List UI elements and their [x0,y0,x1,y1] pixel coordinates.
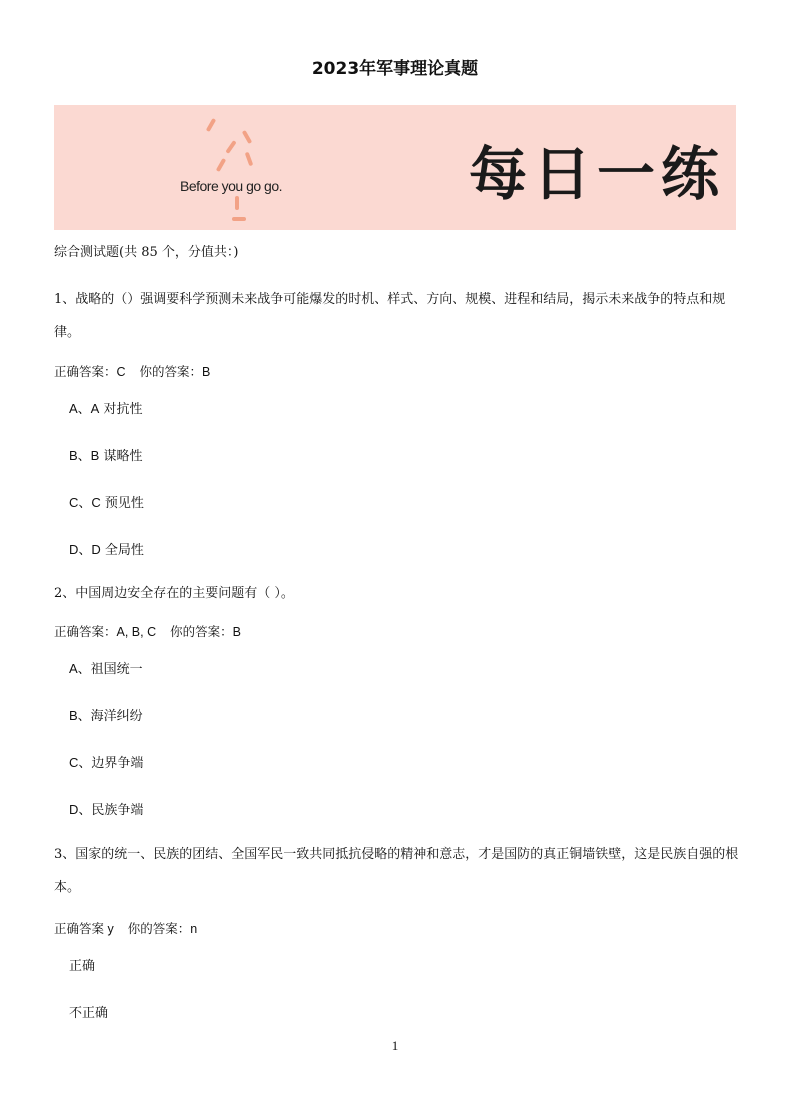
question-text: 1、战略的（）强调要科学预测未来战争可能爆发的时机、样式、方向、规模、进程和结局，揭示未来战争的特点和规律。 [54,292,726,340]
option-key: B、B [69,448,100,463]
option [69,398,143,417]
option-key: A、A [69,401,100,416]
your-answer: 你的答案：n [127,922,198,936]
option-text: 全局性 [104,543,144,558]
banner-dash [245,152,254,167]
banner-dash [235,196,239,210]
option-text: 边界争端 [91,756,144,771]
answer-line [54,622,241,640]
banner-dash [225,140,236,154]
correct-answer: 正确答案：A, B, C [54,625,157,639]
question-text: 2、中国周边安全存在的主要问题有（ ）。 [54,586,294,601]
option [69,799,143,818]
page-number: 1 [391,1038,399,1053]
option-key: D、 [69,802,92,817]
option-text: 正确 [69,959,96,974]
correct-answer: 正确答案 y [54,922,114,936]
option-key: B、 [69,708,91,723]
option [69,955,95,974]
banner-dash [216,158,226,172]
option [69,492,144,511]
option-text: 海洋纠纷 [90,709,143,724]
option-text: 谋略性 [103,449,143,464]
correct-answer: 正确答案：C [54,365,126,379]
option-text: 不正确 [69,1006,109,1021]
question-text: 3、国家的统一、民族的团结、全国军民一致共同抵抗侵略的精神和意志，才是国防的真正铜墙铁壁，这是民族自强的根本。 [54,847,739,895]
option-key: A、 [69,661,91,676]
banner-dash [242,130,252,144]
banner-dash [206,118,216,132]
option [69,658,143,677]
option-key: D、D [69,542,101,557]
banner-image [54,105,736,230]
your-answer: 你的答案：B [139,365,211,379]
option [69,445,143,464]
option [69,539,144,558]
option-text: 祖国统一 [90,662,143,677]
option [69,1002,108,1021]
option-key: C、 [69,755,92,770]
banner-dash [232,217,246,221]
option-text: 民族争端 [91,803,144,818]
option-text: 预见性 [104,496,144,511]
page-title: 2023年军事理论真题 [311,59,479,79]
banner-tagline: Before you go go. [180,178,283,194]
your-answer: 你的答案：B [170,625,241,639]
option-text: 对抗性 [103,402,143,417]
test-intro: 综合测试题(共 85 个，分值共：) [54,245,239,260]
answer-line [54,919,197,937]
answer-line [54,362,210,380]
banner-heading: 每日一练 [469,140,726,208]
option [69,752,143,771]
option [69,705,143,724]
option-key: C、C [69,495,101,510]
